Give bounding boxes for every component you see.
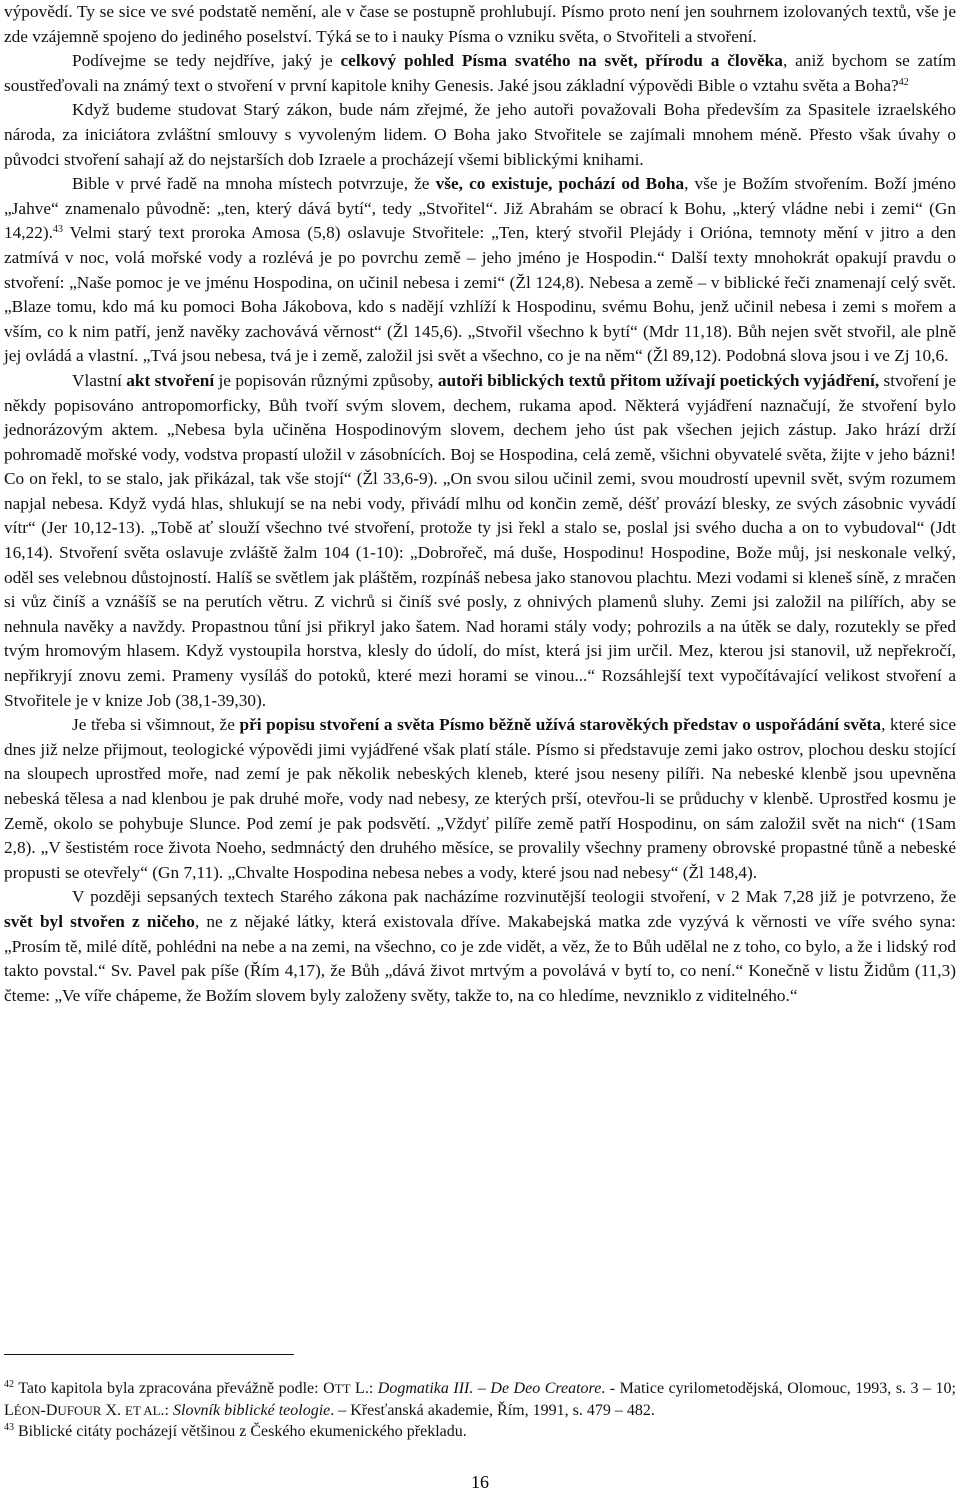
footnotes (4, 1378, 956, 1443)
book-title: Dogmatika III. – De Deo Creatore (377, 1380, 602, 1397)
emphasis-text: celkový pohled Písma svatého na svět, přírodu a člověka (340, 51, 783, 71)
footnote-ref-42[interactable]: 42 (898, 76, 909, 88)
text-run: , aniž bychom se zatím soustřeďovali na známý text o stvoření v první kapitole knihy Genesis. Jaké jsou základní výpovědi Bible o vztahu světa a Boha? (4, 51, 957, 95)
text-run: -D (40, 1401, 58, 1419)
text-run: V později sepsaných textech Starého zákona pak nacházíme rozvinutější teologii stvoření, v 2 Mak 7,28 již je potvrzeno, že (72, 887, 956, 907)
text-run: je popisován různými způsoby, (214, 370, 438, 390)
footnote-ref-43[interactable]: 43 (52, 224, 63, 236)
text-run: výpovědí. Ty se sice ve své podstatě nemění, ale v čase se postupně prohlubují. Písmo proto není jen souhrnem izolovaných textů, vše je zde vzájemně spojeno do jediného poselství. Týká se to i nauky Písma o vzniku světa, o Stvořiteli a stvoření. (4, 2, 956, 46)
text-run: X. (101, 1401, 126, 1419)
emphasis-text: při popisu stvoření a světa Písmo běžně užívá starověkých představ o uspořádání světa (239, 715, 882, 735)
text-run: Tato kapitola byla zpracována převážně podle: O (14, 1380, 335, 1397)
text-run: , ne z nějaké látky, která existovala dříve. Makabejská matka zde vyzývá k věrnosti ve víře svého syna: „Prosím tě, milé dítě, pohlédni na nebe a na zemi, na všechno, co je zde vidět, a věz, že to Bůh udělal ne z toho, co bylo, a že i lidský rod takto povstal.“ Sv. Pavel pak píše (Řím 4,17), že Bůh „dává život mrtvým a povolává v bytí to, co není.“ Konečně v listu Židům (11,3) čteme: „Ve víře chápeme, že Božím slovem byly založeny světy, takže to, na co hledíme, nevzniklo z viditelného.“ (4, 911, 956, 1005)
emphasis-text: autoři biblických textů přitom užívají poetických vyjádření, (437, 370, 880, 390)
paragraph-old-testament (4, 98, 956, 172)
paragraph-overall-view (4, 49, 956, 98)
book-title: Slovník biblické teologie (173, 1401, 331, 1419)
text-run: Podívejme se tedy nejdříve, jaký je (72, 51, 341, 71)
emphasis-text: akt stvoření (126, 370, 215, 390)
small-caps-text: ÉON (13, 1402, 41, 1418)
footnote-42 (4, 1378, 956, 1421)
paragraph-everything-from-god (4, 172, 956, 369)
document-page (4, 0, 956, 1008)
text-run: Když budeme studovat Starý zákon, bude nám zřejmé, že jeho autoři považovali Boha především za Spasitele izraelského národa, za iniciátora zvláštní smlouvy s vyvoleným lidem. O Boha jako Stvořitele se zajímali mnohem méně. Přesto však úvahy o původci stvoření sahají až do nejstarších dob Izraele a procházejí všemi biblickými knihami. (4, 100, 956, 169)
footnote-separator (4, 1354, 294, 1355)
text-run: Biblické citáty pocházejí většinou z Českého ekumenického překladu. (14, 1423, 467, 1440)
small-caps-text: ET AL (125, 1402, 161, 1418)
text-run: . - Matice cyrilometodějská, Olomouc, 1993, s. 3 – 10; L (4, 1380, 957, 1419)
text-run: Vlastní (72, 370, 127, 390)
small-caps-text: TT (334, 1381, 351, 1396)
small-caps-text: UFOUR (57, 1402, 102, 1418)
text-run: Velmi starý text proroka Amosa (5,8) oslavuje Stvořitele: „Ten, který stvořil Plejády i Orióna, temnoty mění v jitro a den zatmívá v noc, volá mořské vody a rozlévá je po povrchu země – jeho jméno je Hospodin.“ Další texty mnohokrát opakují pravdu o stvoření: „Naše pomoc je ve jménu Hospodina, on učinil nebesa i zemi“ (Žl 124,8). Nebesa a země – v biblické řeči znamenají celý svět. „Blaze tomu, kdo má ku pomoci Boha Jákobova, kdo s nadějí vzhlíží k Hospodinu, svému Bohu, jenž učinil nebesa i zemi s mořem a vším, co k nim patří, jenž navěky zachovává věrnost“ (Žl 145,6). „Stvořil všechno k bytí“ (Mdr 11,18). Bůh nejen svět stvořil, ale plně jej ovládá a vlastní. „Tvá jsou nebesa, tvá je i země, založil jsi svět a všechno, co je na něm“ (Žl 89,12). Podobná slova jsou i ve Zj 10,6. (4, 223, 956, 366)
paragraph-intro-continuation (4, 0, 956, 49)
text-run: L.: (350, 1380, 378, 1397)
emphasis-text: vše, co existuje, pochází od Boha (435, 174, 685, 194)
text-run: stvoření je někdy popisováno antropomorficky, Bůh tvoří svým slovem, dechem, rukama apod. Některá vyjádření naznačují, že stvoření bylo jednorázovým aktem. „Nebesa byla učiněna Hospodinovým slovem, dechem jeho úst pak všechen jejich zástup. Jako hrází drží pohromadě mořské vody, vodstva propastí uložil v zásobnících. Boj se Hospodina, celá země, všichni obyvatelé světa, žijte v jeho bázni! Co on řekl, to se stalo, jak přikázal, tak vše stojí“ (Žl 33,6-9). „On svou silou učinil zemi, svou moudrostí upevnil svět, svým rozumem napjal nebesa. Když vydá hlas, shlukují se na nebi vody, přivádí mlhu od končin země, déšť provází blesky, ze svých zásobnic vyvádí vítr“ (Jer 10,12-13). „Tobě ať slouží všechno tvé stvoření, protože ty jsi řekl a stalo se, poslal jsi svého ducha a on to vybudoval“ (Jdt 16,14). Stvoření světa oslavuje zvláště žalm 104 (1-10): „Dobrořeč, má duše, Hospodinu! Hospodine, Bože můj, jsi neskonale velký, oděl ses velebnou důstojností. Halíš se světlem jak pláštěm, rozpínáš nebesa jako stanovou plachtu. Mezi vodami si kleneš síně, z mračen si vůz činíš a vznášíš se na perutích větru. Z vichrů si činíš své posly, z ohnivých plamenů sluhy. Zemi jsi založil na pilířích, aby se nehnula navěky a navždy. Propastnou tůní jsi přikryl jako šatem. Nad horami stály vody; pohrozils a na útěk se daly, rozutekly se před tvým hromovým hlasem. Když vystoupila horstva, klesly do údolí, do míst, která jsi jim určil. Mez, kterou jsi stanovil, už nepřekročí, nepřikryjí znovu zemi. Prameny vysíláš do potoků, které mezi horami se vinou...“ Rozsáhlejší text vypočítávající velikost stvoření a Stvořitele je v knize Job (38,1-39,30). (4, 370, 956, 710)
paragraph-creation-from-nothing (4, 885, 956, 1008)
text-run: , které sice dnes již nelze přijmout, teologické výpovědi jimi vyjádřené však platí stále. Písmo si představuje zemi jako ostrov, plochou desku stojící na sloupech uprostřed moře, nad zemí je pak několik nebeských kleneb, které jsou neseny pilíři. Na nebeské klenbě jsou upevněna nebeská tělesa a nad klenbou je pak druhé moře, vody nad nebesy, ze kterých prší, otevřou-li se průduchy v klenbě. Uprostřed kosmu je Země, okolo se pohybuje Slunce. Pod zemí je pak podsvětí. „Vždyť pilíře země patří Hospodinu, on sám založil svět na nich“ (1Sam 2,8). „V šestistém roce života Noeho, sedmnáctý den druhého měsíce, se provalily všechny prameny obrovské propastné tůně a nebeské propusti se otevřely“ (Gn 7,11). „Chvalte Hospodina nebesa nebes a vody, které jsou nad nebesy“ (Žl 148,4). (4, 715, 956, 882)
paragraph-act-of-creation (4, 369, 956, 713)
text-run: , vše je Božím stvořením. Boží jméno „Jahve“ znamenalo původně: „ten, který dává bytí“, tedy „Stvořitel“. Již Abrahám se obrací k Bohu, „který vládne nebi i zemi“ (Gn 14,22). (4, 174, 956, 243)
footnote-number: 43 (4, 1422, 14, 1433)
footnote-number: 42 (4, 1379, 14, 1390)
text-run: Bible v prvé řadě na mnoha místech potvrzuje, že (72, 174, 436, 194)
text-run: .: (160, 1401, 173, 1419)
paragraph-ancient-worldview (4, 713, 956, 885)
page-number: 16 (471, 1472, 489, 1492)
footnote-43 (4, 1421, 956, 1443)
text-run: . – Křesťanská akademie, Řím, 1991, s. 479 – 482. (330, 1401, 655, 1419)
text-run: Je třeba si všimnout, že (72, 715, 240, 735)
emphasis-text: svět byl stvořen z ničeho (4, 911, 195, 931)
